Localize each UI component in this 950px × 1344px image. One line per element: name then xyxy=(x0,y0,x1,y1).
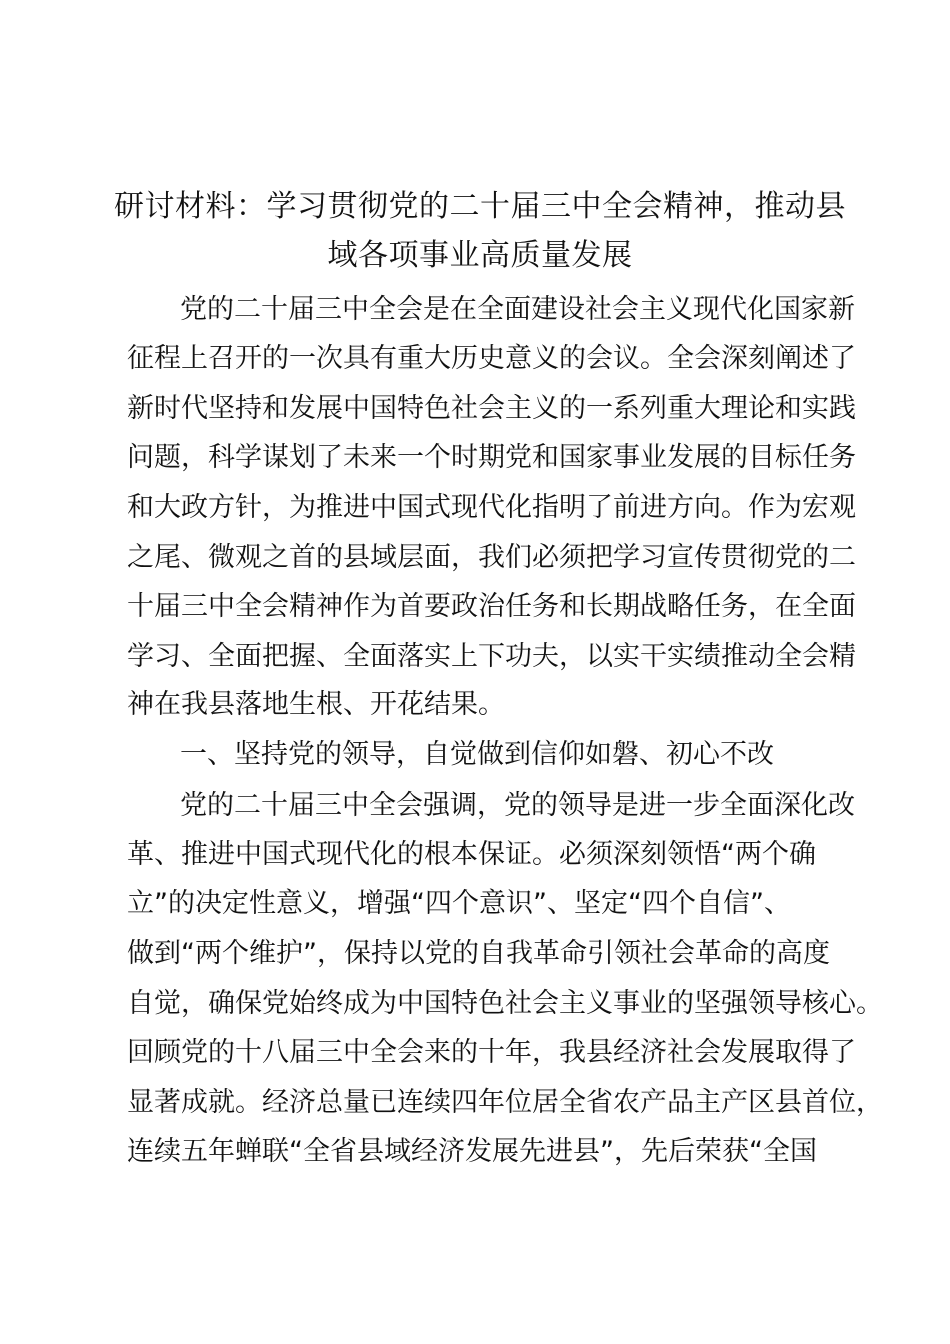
document-title-line-2: 域各项事业高质量发展 xyxy=(327,238,633,273)
paragraph-1-line-5: 和大政方针，为推进中国式现代化指明了前进方向。作为宏观 xyxy=(127,492,856,523)
paragraph-1-line-6: 之尾、微观之首的县域层面，我们必须把学习宣传贯彻党的二 xyxy=(127,542,856,573)
paragraph-2-line-8: 连续五年蝉联“全省县域经济发展先进县”，先后荣获“全国 xyxy=(127,1136,817,1167)
paragraph-2-line-5: 自觉，确保党始终成为中国特色社会主义事业的坚强领导核心。 xyxy=(127,988,883,1019)
paragraph-2-line-2: 革、推进中国式现代化的根本保证。必须深刻领悟“两个确 xyxy=(127,839,816,870)
paragraph-2-line-1: 党的二十届三中全会强调，党的领导是进一步全面深化改 xyxy=(180,790,855,821)
document-title-line-1: 研讨材料：学习贯彻党的二十届三中全会精神，推动县 xyxy=(114,189,846,224)
paragraph-1-line-2: 征程上召开的一次具有重大历史意义的会议。全会深刻阐述了 xyxy=(127,343,856,374)
paragraph-2-line-6: 回顾党的十八届三中全会来的十年，我县经济社会发展取得了 xyxy=(127,1037,856,1068)
paragraph-1-line-4: 问题，科学谋划了未来一个时期党和国家事业发展的目标任务 xyxy=(127,442,856,473)
paragraph-1-line-8: 学习、全面把握、全面落实上下功夫，以实干实绩推动全会精 xyxy=(127,641,856,672)
paragraph-1-line-1: 党的二十届三中全会是在全面建设社会主义现代化国家新 xyxy=(180,294,855,325)
paragraph-1-line-3: 新时代坚持和发展中国特色社会主义的一系列重大理论和实践 xyxy=(127,393,856,424)
section-heading-1: 一、坚持党的领导，自觉做到信仰如磐、初心不改 xyxy=(180,739,774,770)
paragraph-2-line-3: 立”的决定性意义，增强“四个意识”、坚定“四个自信”、 xyxy=(127,888,791,919)
paragraph-2-line-4: 做到“两个维护”，保持以党的自我革命引领社会革命的高度 xyxy=(127,938,830,969)
paragraph-1-line-9: 神在我县落地生根、开花结果。 xyxy=(127,689,505,720)
paragraph-2-line-7: 显著成就。经济总量已连续四年位居全省农产品主产区县首位， xyxy=(127,1087,883,1118)
paragraph-1-line-7: 十届三中全会精神作为首要政治任务和长期战略任务，在全面 xyxy=(127,591,856,622)
